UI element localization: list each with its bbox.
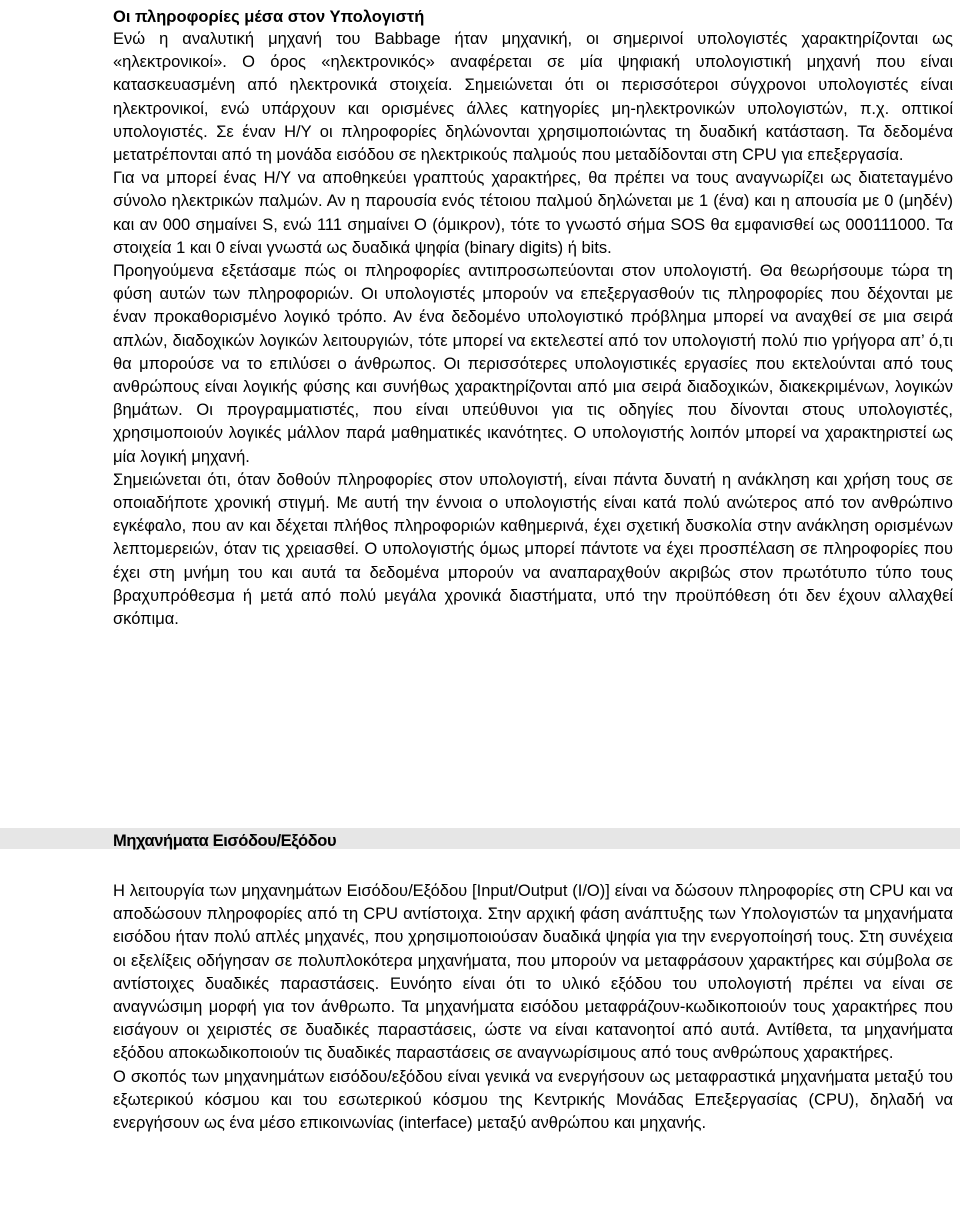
section-io-devices bbox=[113, 830, 953, 1135]
section-computer-information bbox=[113, 6, 953, 631]
paragraph: Σημειώνεται ότι, όταν δοθούν πληροφορίες στον υπολογιστή, είναι πάντα δυνατή η ανάκληση και χρήση τους σε οποιαδήποτε χρονική στιγμή. Με αυτή την έννοια ο υπολογιστής είναι κατά πολύ ανώτερος από τον ανθρώπινο εγκέφαλο, που αν και δέχεται πλήθος πληροφοριών καθημερινά, έχει σχετική δυσκολία στην ανάκληση ορισμένων λεπτομερειών, όταν τις χρειασθεί. Ο υπολογιστής όμως μπορεί πάντοτε να έχει προσπέλαση σε πληροφορίες που έχει στη μνήμη του και αυτά τα δεδομένα μπορούν να αναπαραχθούν ακριβώς στον πρωτότυπο τύπο τους βραχυπρόθεσμα ή μετά από πολύ μεγάλα χρονικά διαστήματα, υπό την προϋπόθεση ότι δεν έχουν αλλαχθεί σκόπιμα. bbox=[113, 470, 953, 629]
paragraph: Προηγούμενα εξετάσαμε πώς οι πληροφορίες αντιπροσωπεύονται στον υπολογιστή. Θα θεωρήσουμε τώρα τη φύση αυτών των πληροφοριών. Οι υπολογιστές μπορούν να επεξεργασθούν τις πληροφορίες που δέχονται με έναν προκαθορισμένο λογικό τρόπο. Αν ένα δεδομένο υπολογιστικό πρόβλημα μπορεί να αναχθεί σε μια σειρά απλών, διαδοχικών λογικών λειτουργιών, τότε μπορεί να εκτελεστεί από τον υπολογιστή πολύ πιο γρήγορα απ’ ό,τι θα μπορούσε να το επιλύσει ο άνθρωπος. Οι περισσότερες υπολογιστικές εργασίες που εκτελούνται από τους ανθρώπους είναι λογικής φύσης και συνήθως χαρακτηρίζονται από μια σειρά διαδοχικών, διακεκριμένων, λογικών βημάτων. Οι προγραμματιστές, που είναι υπεύθυνοι για τις οδηγίες που δίνονται στους υπολογιστές, χρησιμοποιούν λογικές μάλλον παρά μαθηματικές ικανότητες. Ο υπολογιστής λοιπόν μπορεί να χαρακτηριστεί ως μία λογική μηχανή. bbox=[113, 262, 953, 466]
paragraph: Για να μπορεί ένας Η/Υ να αποθηκεύει γραπτούς χαρακτήρες, θα πρέπει να τους αναγνωρίζει ως διατεταγμένο σύνολο ηλεκτρικών παλμών. Αν η παρουσία ενός τέτοιου παλμού δηλώνεται με 1 (ένα) και η απουσία με 0 (μηδέν) και αν 000 σημαίνει S, ενώ 111 σημαίνει Ο (όμικρον), τότε το γνωστό σήμα SOS θα εμφανισθεί ως 000111000. Τα στοιχεία 1 και 0 είναι γνωστά ως δυαδικά ψηφία (binary digits) ή bits. bbox=[113, 169, 953, 257]
section-title: Μηχανήματα Εισόδου/Εξόδου bbox=[113, 832, 337, 850]
section-body bbox=[113, 880, 953, 1135]
paragraph: Ο σκοπός των μηχανημάτων εισόδου/εξόδου είναι γενικά να ενεργήσουν ως μεταφραστικά μηχανήματα μεταξύ του εξωτερικού κόσμου και του εσωτερικού κόσμου της Κεντρικής Μονάδας Επεξεργασίας (CPU), δηλαδή να ενεργήσουν ως ένα μέσο επικοινωνίας (interface) μεταξύ ανθρώπου και μηχανής. bbox=[113, 1067, 953, 1133]
section-title: Οι πληροφορίες μέσα στον Υπολογιστή bbox=[113, 8, 425, 26]
paragraph: Η λειτουργία των μηχανημάτων Εισόδου/Εξόδου [Input/Output (I/O)] είναι να δώσουν πληροφορίες στη CPU και να αποδώσουν πληροφορίες από τη CPU αντίστοιχα. Στην αρχική φάση ανάπτυξης των Υπολογιστών τα μηχανήματα εισόδου ήταν πολύ απλές μηχανές, που χρησιμοποιούσαν δυαδικά ψηφία για την ενεργοποίησή τους. Στη συνέχεια οι εξελίξεις οδήγησαν σε πολυπλοκότερα μηχανήματα, που μπορούν να μεταφράσουν χαρακτήρες και σύμβολα σε αντίστοιχες δυαδικές παραστάσεις. Ευνόητο είναι ότι το υλικό εξόδου του υπολογιστή πρέπει να είναι σε αναγνώσιμη μορφή για τον άνθρωπο. Τα μηχανήματα εισόδου μεταφράζουν-κωδικοποιούν τους χαρακτήρες που εισάγουν οι χειριστές σε δυαδικές παραστάσεις, ώστε να είναι κατανοητοί από αυτά. Αντίθετα, τα μηχανήματα εξόδου αποκωδικοποιούν τις δυαδικές παραστάσεις σε αναγνωρίσιμους από τους ανθρώπους χαρακτήρες. bbox=[113, 882, 953, 1063]
paragraph: Ενώ η αναλυτική μηχανή του Babbage ήταν μηχανική, οι σημερινοί υπολογιστές χαρακτηρίζονται ως «ηλεκτρονικοί». Ο όρος «ηλεκτρονικός» αναφέρεται σε μία ψηφιακή υπολογιστική μηχανή που είναι κατασκευασμένη από ηλεκτρονικά στοιχεία. Σημειώνεται ότι οι περισσότεροι σύγχρονοι υπολογιστές είναι ηλεκτρονικοί, ενώ υπάρχουν και ορισμένες άλλες κατηγορίες μη-ηλεκτρονικών υπολογιστών, π.χ. οπτικοί υπολογιστές. Σε έναν Η/Υ οι πληροφορίες δηλώνονται χρησιμοποιώντας τη δυαδική κατάσταση. Τα δεδομένα μετατρέπονται από τη μονάδα εισόδου σε ηλεκτρικούς παλμούς που μεταδίδονται στη CPU για επεξεργασία. bbox=[113, 30, 953, 165]
